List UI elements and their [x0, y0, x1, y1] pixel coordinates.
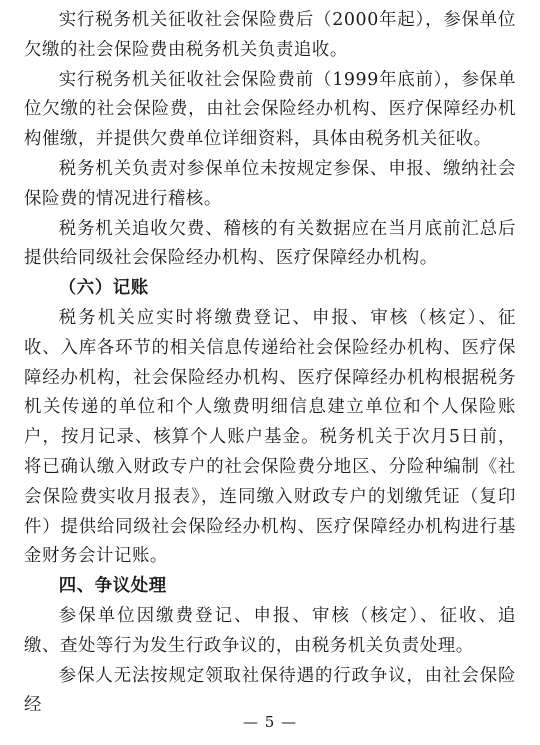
paragraph: 税务机关负责对参保单位未按规定参保、申报、缴纳社会保险费的情况进行稽核。 — [24, 158, 516, 209]
paragraph: 实行税务机关征收社会保险费前（1999年底前），参保单位欠缴的社会保险费，由社会保险经办机构、医疗保障经办机构催缴，并提供欠费单位详细资料，具体由税务机关征收。 — [24, 69, 516, 150]
paragraph: 参保人无法按规定领取社保待遇的行政争议，由社会保险经 — [24, 665, 516, 716]
page-number: — 5 — — [242, 713, 298, 731]
section-heading: 四、争议处理 — [58, 576, 167, 597]
section-heading: （六）记账 — [58, 278, 149, 299]
paragraph: 参保单位因缴费登记、申报、审核（核定）、征收、追缴、查处等行为发生行政争议的，由税务机关负责处理。 — [24, 605, 516, 656]
paragraph: 税务机关追收欠费、稽核的有关数据应在当月底前汇总后提供给同级社会保险经办机构、医疗保障经办机构。 — [24, 218, 516, 269]
document-body — [24, 6, 516, 721]
paragraph: 税务机关应实时将缴费登记、申报、审核（核定）、征收、入库各环节的相关信息传递给社会保险经办机构、医疗保障经办机构，社会保险经办机构、医疗保障经办机构根据税务机关传递的单位和个人缴费明细信息建立单位和个人保险账户，按月记录、核算个人账户基金。税务机关于次月5日前，将已确认缴入财政专户的社会保险费分地区、分险种编制《社会保险费实收月报表》，连同缴入财政专户的划缴凭证（复印件）提供给同级社会保险经办机构、医疗保障经办机构进行基金财务会计记账。 — [24, 307, 516, 567]
paragraph: 实行税务机关征收社会保险费后（2000年起），参保单位欠缴的社会保险费由税务机关负责追收。 — [24, 10, 516, 60]
